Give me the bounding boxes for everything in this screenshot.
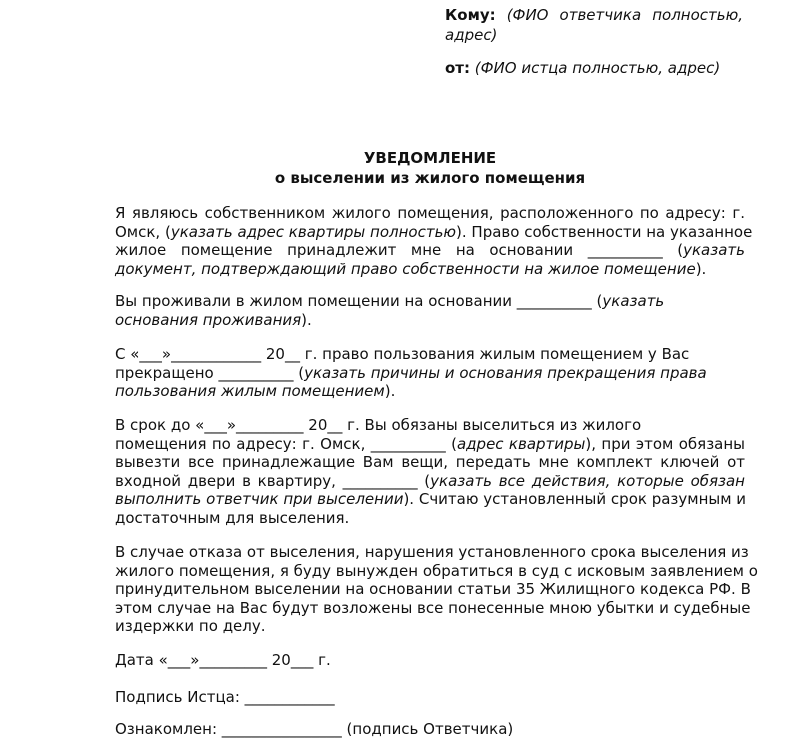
p4-l5-italic: выполнить ответчик при выселении bbox=[115, 490, 404, 508]
document-title bbox=[115, 148, 745, 188]
p2-line-2 bbox=[115, 311, 745, 330]
p2-l2-italic: основания проживания bbox=[115, 310, 302, 329]
title-line-2: о выселении из жилого помещения bbox=[274, 169, 586, 187]
p1-line-1: Я являюсь собственником жилого помещения, расположенного по адресу: г. bbox=[115, 204, 745, 222]
p5-line-1: В случае отказа от выселения, нарушения установленного срока выселения из bbox=[115, 543, 749, 561]
p4-l2-italic: адрес квартиры bbox=[456, 434, 586, 453]
p1-line-2 bbox=[115, 222, 753, 242]
p2-l2-text: ). bbox=[301, 310, 312, 329]
paragraph-refusal-consequences bbox=[115, 543, 758, 636]
paragraph-residence bbox=[115, 292, 745, 329]
p3-l2-italic: указать причины и основания прекращения права bbox=[304, 363, 707, 382]
p4-line-1: В срок до «___»_________ 20__ г. Вы обязаны выселиться из жилого bbox=[115, 416, 642, 434]
paragraph-ownership bbox=[115, 204, 753, 278]
date-line: Дата «___»_________ 20___ г. bbox=[115, 651, 331, 669]
recipient-label: Кому: bbox=[445, 6, 496, 24]
recipient-value-cont: адрес) bbox=[445, 26, 498, 44]
p4-l2-text-b: ), при этом обязаны bbox=[585, 434, 746, 453]
p1-l4-text: ). bbox=[695, 259, 707, 278]
p1-l2-text: Омск, ( bbox=[115, 222, 171, 241]
p3-l3-text: ). bbox=[384, 382, 396, 400]
p5-line-4: этом случае на Вас будут возложены все понесенные мною убытки и судебные bbox=[115, 598, 751, 617]
plaintiff-signature-line: Подпись Истца: ____________ bbox=[115, 688, 335, 706]
p5-line-2: жилого помещения, я буду вынужден обратиться в суд с исковым заявлением о bbox=[115, 561, 758, 580]
p1-l2-italic: указать адрес квартиры полностью bbox=[170, 222, 457, 241]
p4-line-6: достаточным для выселения. bbox=[115, 508, 350, 527]
p2-l1-italic: указать bbox=[602, 292, 665, 310]
p5-line-5: издержки по делу. bbox=[115, 617, 266, 635]
sender-value: (ФИО истца полностью, адрес) bbox=[474, 59, 721, 77]
sender-label: от: bbox=[445, 59, 470, 77]
p1-l3-text: жилое помещение принадлежит мне на основании __________ ( bbox=[115, 241, 684, 259]
paragraph-eviction-deadline bbox=[115, 416, 745, 527]
p3-line-1: С «___»____________ 20__ г. право пользования жилым помещением у Вас bbox=[115, 345, 690, 363]
p4-line-2 bbox=[115, 435, 745, 454]
p4-line-5 bbox=[115, 490, 745, 509]
recipient-value: (ФИО ответчика полностью, bbox=[506, 6, 743, 24]
recipient-line-1 bbox=[445, 5, 743, 25]
p1-line-3 bbox=[115, 241, 745, 260]
p1-line-4 bbox=[115, 260, 745, 279]
sender-block bbox=[445, 58, 743, 78]
p4-line-3: вывезти все принадлежащие Вам вещи, передать мне комплект ключей от bbox=[115, 453, 745, 471]
title-line-1: УВЕДОМЛЕНИЕ bbox=[363, 149, 497, 167]
defendant-acknowledgement-line: Ознакомлен: ________________ (подпись Ответчика) bbox=[115, 720, 514, 738]
p4-l4-italic: указать все действия, которые обязан bbox=[430, 471, 745, 490]
p4-l2-text: помещения по адресу: г. Омск, __________ ( bbox=[115, 434, 457, 453]
p4-l5-text: ). Считаю установленный срок разумным и bbox=[403, 490, 747, 508]
p2-l1-text: Вы проживали в жилом помещении на основании __________ ( bbox=[115, 292, 603, 310]
p4-l4-text: входной двери в квартиру, __________ ( bbox=[115, 471, 431, 490]
p5-line-3: принудительном выселении на основании статьи 35 Жилищного кодекса РФ. В bbox=[115, 580, 751, 598]
p3-line-3 bbox=[115, 382, 745, 401]
p1-l2-text-b: ). Право собственности на указанное bbox=[456, 222, 753, 241]
p3-l2-text: прекращено __________ ( bbox=[115, 363, 305, 382]
paragraph-termination bbox=[115, 345, 745, 401]
p3-l3-italic: пользования жилым помещением bbox=[115, 382, 385, 400]
p2-line-1 bbox=[115, 292, 745, 311]
recipient-block bbox=[445, 5, 743, 45]
p3-line-2 bbox=[115, 364, 745, 383]
p4-line-4 bbox=[115, 472, 745, 491]
p1-l4-italic: документ, подтверждающий право собственности на жилое помещение bbox=[115, 259, 696, 278]
p1-l3-italic: указать bbox=[683, 241, 745, 259]
